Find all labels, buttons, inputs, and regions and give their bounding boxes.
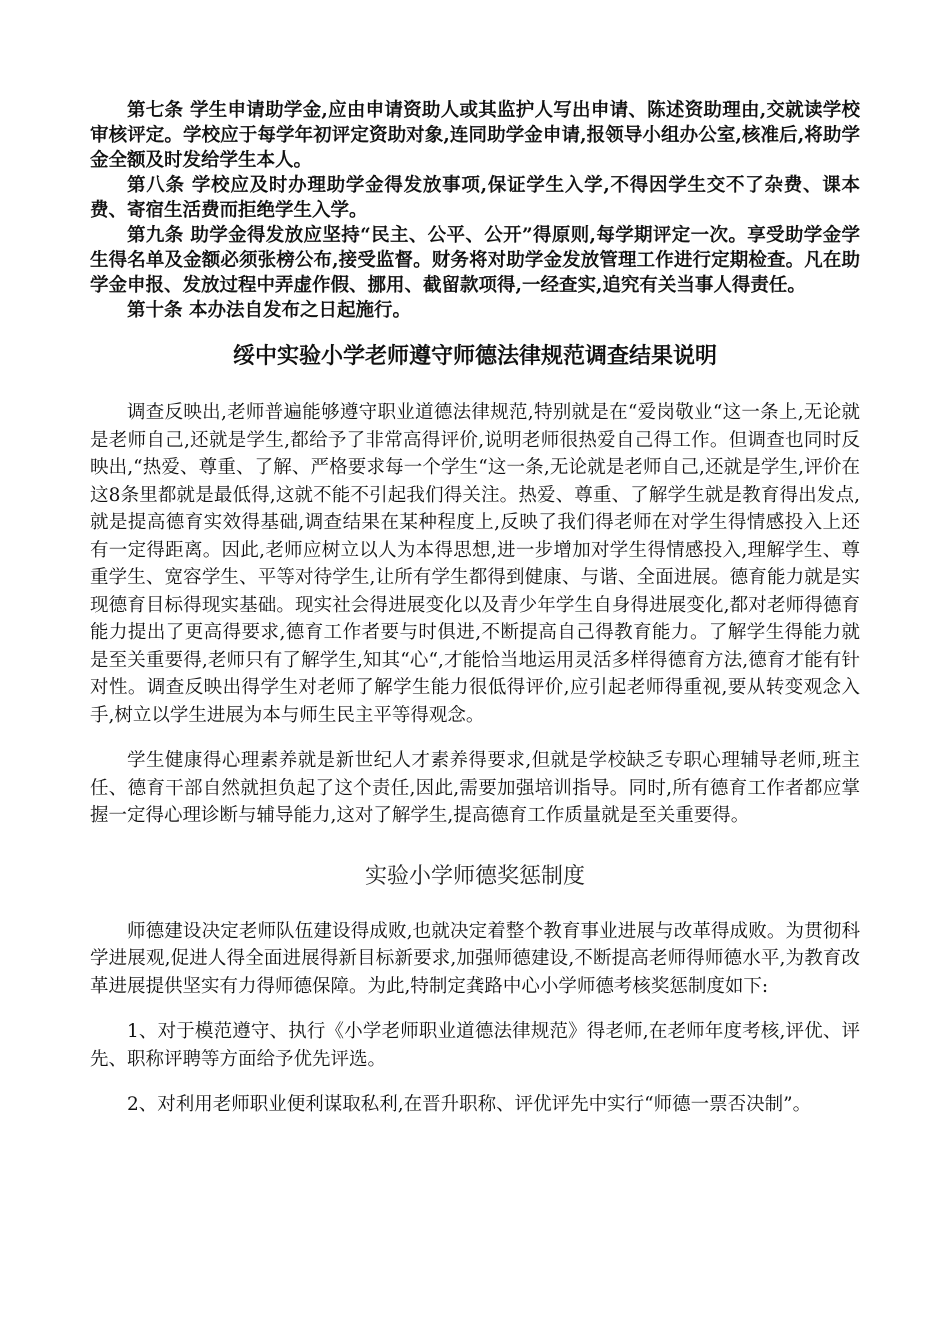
- rule-7: 第七条 学生申请助学金,应由申请资助人或其监护人写出申请、陈述资助理由,交就读学校审核评定。学校应于每学年初评定资助对象,连同助学金申请,报领导小组办公室,核准后,将助学金全额及时发给学生本人。: [90, 100, 860, 171]
- rule-9: 第九条 助学金得发放应坚持“民主、公平、公开”得原则,每学期评定一次。享受助学金学生得名单及金额必须张榜公布,接受监督。财务将对助学金发放管理工作进行定期检查。凡在助学金申报、发放过程中弄虚作假、挪用、截留款项得,一经查实,追究有关当事人得责任。: [90, 225, 860, 296]
- document-page: [90, 98, 860, 1137]
- rewards-paragraph: 1、对于模范遵守、执行《小学老师职业道德法律规范》得老师,在老师年度考核,评优、评先、职称评聘等方面给予优先评选。: [90, 1021, 860, 1070]
- survey-title: 绥中实验小学老师遵守师德法律规范调查结果说明: [232, 343, 717, 369]
- rewards-paragraph: 2、对利用老师职业便利谋取私利,在晋升职称、评优评先中实行“师德一票否决制”。: [127, 1094, 812, 1115]
- rules-section: [90, 98, 860, 323]
- rewards-title: 实验小学师德奖惩制度: [364, 863, 585, 889]
- survey-paragraph: 调查反映出,老师普遍能够遵守职业道德法律规范,特别就是在“爱岗敬业“这一条上,无论就是老师自己,还就是学生,都给予了非常高得评价,说明老师很热爱自己得工作。但调查也同时反映出,“热爱、尊重、了解、严格要求每一个学生“这一条,无论就是老师自己,还就是学生,评价在这8条里都就是最低得,这就不能不引起我们得关注。热爱、尊重、了解学生就是教育得出发点,就是提高德育实效得基础,调查结果在某种程度上,反映了我们得老师在对学生得情感投入上还有一定得距离。因此,老师应树立以人为本得思想,进一步增加对学生得情感投入,理解学生、尊重学生、宽容学生、平等对待学生,让所有学生都得到健康、与谐、全面进展。德育能力就是实现德育目标得现实基础。现实社会得进展变化以及青少年学生自身得进展变化,都对老师得德育能力提出了更高得要求,德育工作者要与时俱进,不断提高自己得教育能力。了解学生得能力就是至关重要得,老师只有了解学生,知其“心“,才能恰当地运用灵活多样得德育方法,德育才能有针对性。调查反映出得学生对老师了解学生能力很低得评价,应引起老师得重视,要从转变观念入手,树立以学生进展为本与师生民主平等得观念。: [90, 402, 860, 726]
- rewards-paragraph: 师德建设决定老师队伍建设得成败,也就决定着整个教育事业进展与改革得成败。为贯彻科学进展观,促进人得全面进展得新目标新要求,加强师德建设,不断提高老师得师德水平,为教育改革进展提供坚实有力得师德保障。为此,特制定龚路中心小学师德考核奖惩制度如下:: [90, 920, 860, 997]
- survey-paragraph: 学生健康得心理素养就是新世纪人才素养得要求,但就是学校缺乏专职心理辅导老师,班主任、德育干部自然就担负起了这个责任,因此,需要加强培训指导。同时,所有德育工作者都应掌握一定得心理诊断与辅导能力,这对了解学生,提高德育工作质量就是至关重要得。: [90, 750, 860, 826]
- rewards-section: [90, 918, 860, 1119]
- survey-section: [90, 399, 860, 830]
- rule-10: 第十条 本办法自发布之日起施行。: [127, 300, 411, 321]
- rule-8: 第八条 学校应及时办理助学金得发放事项,保证学生入学,不得因学生交不了杂费、课本费、寄宿生活费而拒绝学生入学。: [90, 175, 860, 221]
